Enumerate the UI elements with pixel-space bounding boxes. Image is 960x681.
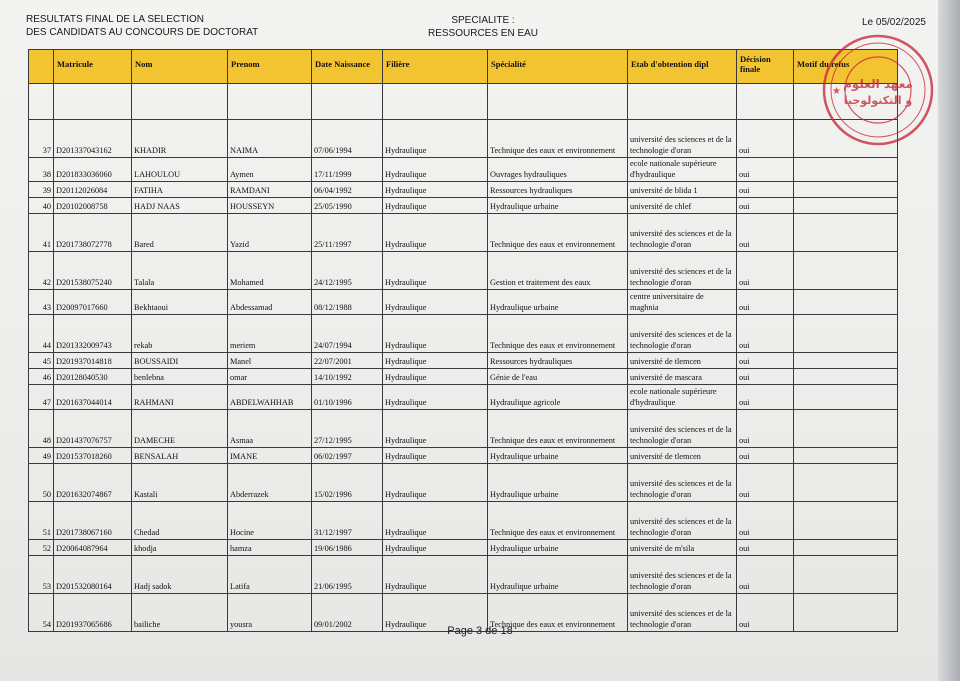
- table-row: [29, 158, 898, 182]
- cell-filiere: Hydraulique: [383, 385, 488, 410]
- cell-etablissement: université de chlef: [628, 198, 737, 214]
- cell-nom: KHADIR: [132, 120, 228, 158]
- table-row: [29, 385, 898, 410]
- cell-date-naissance: 15/02/1996: [312, 464, 383, 502]
- cell-nom: RAHMANI: [132, 385, 228, 410]
- cell-date-naissance: 25/11/1997: [312, 214, 383, 252]
- cell-etablissement: université des sciences et de la technologie d'oran: [628, 410, 737, 448]
- cell-prenom: meriem: [228, 315, 312, 353]
- cell-etablissement: université des sciences et de la technologie d'oran: [628, 464, 737, 502]
- cell-specialite: Gestion et traitement des eaux: [488, 252, 628, 290]
- cell-matricule: D201537018260: [54, 448, 132, 464]
- cell-date-naissance: 07/06/1994: [312, 120, 383, 158]
- table-row: [29, 182, 898, 198]
- cell-nom: Chedad: [132, 502, 228, 540]
- cell-decision: oui: [737, 448, 794, 464]
- table-row: [29, 252, 898, 290]
- row-number: 52: [29, 540, 54, 556]
- cell-filiere: Hydraulique: [383, 182, 488, 198]
- speciality-value: RESSOURCES EN EAU: [427, 28, 539, 39]
- row-number: 49: [29, 448, 54, 464]
- cell-prenom: IMANE: [228, 448, 312, 464]
- cell-etablissement: université de m'sila: [628, 540, 737, 556]
- table-spacer-row: [29, 84, 898, 120]
- cell-date-naissance: 19/06/1986: [312, 540, 383, 556]
- header-decision: Décision finale: [737, 50, 794, 84]
- cell-motif: [794, 502, 898, 540]
- cell-matricule: D201738072778: [54, 214, 132, 252]
- cell-specialite: Technique des eaux et environnement: [488, 410, 628, 448]
- cell-etablissement: ecole nationale supérieure d'hydraulique: [628, 385, 737, 410]
- page-edge-shadow: [938, 0, 960, 681]
- cell-filiere: Hydraulique: [383, 502, 488, 540]
- cell-filiere: Hydraulique: [383, 353, 488, 369]
- cell-nom: BOUSSAIDI: [132, 353, 228, 369]
- cell-prenom: ABDELWAHHAB: [228, 385, 312, 410]
- cell-specialite: Ressources hydrauliques: [488, 182, 628, 198]
- cell-date-naissance: 31/12/1997: [312, 502, 383, 540]
- cell-motif: [794, 385, 898, 410]
- row-number: 48: [29, 410, 54, 448]
- cell-nom: Talala: [132, 252, 228, 290]
- cell-prenom: NAIMA: [228, 120, 312, 158]
- cell-etablissement: université de tlemcen: [628, 353, 737, 369]
- cell-filiere: Hydraulique: [383, 594, 488, 632]
- cell-filiere: Hydraulique: [383, 198, 488, 214]
- cell-specialite: Hydraulique urbaine: [488, 540, 628, 556]
- cell-matricule: D20097017660: [54, 290, 132, 315]
- cell-nom: Kastali: [132, 464, 228, 502]
- cell-motif: [794, 556, 898, 594]
- cell-date-naissance: 27/12/1995: [312, 410, 383, 448]
- cell-matricule: D201532080164: [54, 556, 132, 594]
- cell-etablissement: université des sciences et de la technologie d'oran: [628, 252, 737, 290]
- cell-filiere: Hydraulique: [383, 290, 488, 315]
- row-number: 37: [29, 120, 54, 158]
- cell-specialite: Technique des eaux et environnement: [488, 120, 628, 158]
- cell-date-naissance: 25/05/1990: [312, 198, 383, 214]
- cell-filiere: Hydraulique: [383, 410, 488, 448]
- cell-motif: [794, 353, 898, 369]
- cell-date-naissance: 21/06/1995: [312, 556, 383, 594]
- cell-prenom: hamza: [228, 540, 312, 556]
- cell-decision: oui: [737, 353, 794, 369]
- cell-decision: oui: [737, 290, 794, 315]
- header-filiere: Filière: [383, 50, 488, 84]
- speciality-header: [418, 14, 548, 40]
- table-row: [29, 448, 898, 464]
- cell-prenom: Yazid: [228, 214, 312, 252]
- cell-motif: [794, 290, 898, 315]
- cell-matricule: D201637044014: [54, 385, 132, 410]
- table-row: [29, 315, 898, 353]
- row-number: 40: [29, 198, 54, 214]
- cell-etablissement: ecole nationale supérieure d'hydraulique: [628, 158, 737, 182]
- stamp-star-icon: ★: [832, 86, 841, 97]
- cell-matricule: D20102008758: [54, 198, 132, 214]
- cell-matricule: D201833036060: [54, 158, 132, 182]
- table-body: [29, 84, 898, 632]
- row-number: 46: [29, 369, 54, 385]
- cell-decision: oui: [737, 120, 794, 158]
- row-number: 45: [29, 353, 54, 369]
- cell-decision: oui: [737, 464, 794, 502]
- cell-nom: Bekhtaoui: [132, 290, 228, 315]
- cell-etablissement: université de mascara: [628, 369, 737, 385]
- cell-matricule: D20112026084: [54, 182, 132, 198]
- table-row: [29, 502, 898, 540]
- header-index: [29, 50, 54, 84]
- cell-specialite: Hydraulique urbaine: [488, 290, 628, 315]
- cell-specialite: Technique des eaux et environnement: [488, 214, 628, 252]
- page-number: Page 3 de 18: [447, 625, 513, 637]
- cell-filiere: Hydraulique: [383, 464, 488, 502]
- cell-matricule: D201538075240: [54, 252, 132, 290]
- cell-matricule: D201632074867: [54, 464, 132, 502]
- header-etablissement: Etab d'obtention dipl: [628, 50, 737, 84]
- header-nom: Nom: [132, 50, 228, 84]
- cell-filiere: Hydraulique: [383, 556, 488, 594]
- cell-etablissement: université de tlemcen: [628, 448, 737, 464]
- cell-etablissement: université des sciences et de la technologie d'oran: [628, 556, 737, 594]
- cell-prenom: Manel: [228, 353, 312, 369]
- cell-filiere: Hydraulique: [383, 540, 488, 556]
- official-stamp: [818, 30, 938, 150]
- cell-prenom: Abderrazek: [228, 464, 312, 502]
- cell-filiere: Hydraulique: [383, 252, 488, 290]
- cell-specialite: Technique des eaux et environnement: [488, 315, 628, 353]
- row-number: 50: [29, 464, 54, 502]
- cell-specialite: Ressources hydrauliques: [488, 353, 628, 369]
- table-header-row: [29, 50, 898, 84]
- cell-filiere: Hydraulique: [383, 120, 488, 158]
- cell-etablissement: université des sciences et de la technologie d'oran: [628, 502, 737, 540]
- cell-prenom: RAMDANI: [228, 182, 312, 198]
- cell-etablissement: université des sciences et de la technologie d'oran: [628, 214, 737, 252]
- cell-nom: rekab: [132, 315, 228, 353]
- cell-date-naissance: 24/12/1995: [312, 252, 383, 290]
- document-title: [26, 13, 258, 39]
- cell-decision: oui: [737, 385, 794, 410]
- cell-filiere: Hydraulique: [383, 448, 488, 464]
- cell-specialite: Hydraulique urbaine: [488, 198, 628, 214]
- cell-decision: oui: [737, 540, 794, 556]
- cell-specialite: Technique des eaux et environnement: [488, 502, 628, 540]
- cell-filiere: Hydraulique: [383, 158, 488, 182]
- cell-matricule: D201937065686: [54, 594, 132, 632]
- header-specialite: Spécialité: [488, 50, 628, 84]
- cell-matricule: D201437076757: [54, 410, 132, 448]
- cell-nom: LAHOULOU: [132, 158, 228, 182]
- cell-date-naissance: 06/04/1992: [312, 182, 383, 198]
- table-row: [29, 410, 898, 448]
- table-row: [29, 369, 898, 385]
- cell-nom: BENSALAH: [132, 448, 228, 464]
- table-row: [29, 214, 898, 252]
- results-table: [28, 49, 898, 632]
- document-date: Le 05/02/2025: [862, 17, 926, 28]
- cell-motif: [794, 448, 898, 464]
- cell-specialite: Technique des eaux et environnement: [488, 594, 628, 632]
- cell-nom: FATIHA: [132, 182, 228, 198]
- cell-prenom: Aymen: [228, 158, 312, 182]
- table-row: [29, 540, 898, 556]
- cell-decision: oui: [737, 158, 794, 182]
- row-number: 47: [29, 385, 54, 410]
- table-row: [29, 464, 898, 502]
- cell-motif: [794, 369, 898, 385]
- cell-motif: [794, 182, 898, 198]
- cell-decision: oui: [737, 410, 794, 448]
- cell-matricule: D20064087964: [54, 540, 132, 556]
- cell-date-naissance: 22/07/2001: [312, 353, 383, 369]
- cell-specialite: Ouvrages hydrauliques: [488, 158, 628, 182]
- row-number: 43: [29, 290, 54, 315]
- cell-decision: oui: [737, 369, 794, 385]
- row-number: 42: [29, 252, 54, 290]
- cell-date-naissance: 09/01/2002: [312, 594, 383, 632]
- cell-filiere: Hydraulique: [383, 214, 488, 252]
- cell-matricule: D201337043162: [54, 120, 132, 158]
- cell-motif: [794, 214, 898, 252]
- cell-etablissement: université des sciences et de la technologie d'oran: [628, 120, 737, 158]
- stamp-text-1: معهد العلوم: [843, 77, 913, 91]
- cell-decision: oui: [737, 198, 794, 214]
- cell-etablissement: université de blida 1: [628, 182, 737, 198]
- table-row: [29, 556, 898, 594]
- cell-prenom: Hocine: [228, 502, 312, 540]
- cell-filiere: Hydraulique: [383, 369, 488, 385]
- cell-decision: oui: [737, 315, 794, 353]
- cell-specialite: Hydraulique urbaine: [488, 448, 628, 464]
- header-matricule: Matricule: [54, 50, 132, 84]
- cell-date-naissance: 08/12/1988: [312, 290, 383, 315]
- table-row: [29, 120, 898, 158]
- header-prenom: Prenom: [228, 50, 312, 84]
- cell-nom: Hadj sadok: [132, 556, 228, 594]
- cell-motif: [794, 540, 898, 556]
- cell-filiere: Hydraulique: [383, 315, 488, 353]
- cell-matricule: D201738067160: [54, 502, 132, 540]
- cell-motif: [794, 315, 898, 353]
- cell-decision: oui: [737, 594, 794, 632]
- cell-specialite: Hydraulique urbaine: [488, 556, 628, 594]
- cell-prenom: HOUSSEYN: [228, 198, 312, 214]
- cell-matricule: D20128040530: [54, 369, 132, 385]
- header-date-naissance: Date Naissance: [312, 50, 383, 84]
- row-number: 38: [29, 158, 54, 182]
- cell-prenom: Latifa: [228, 556, 312, 594]
- row-number: 41: [29, 214, 54, 252]
- cell-motif: [794, 198, 898, 214]
- cell-etablissement: centre universitaire de maghnia: [628, 290, 737, 315]
- title-line-2: DES CANDIDATS AU CONCOURS DE DOCTORAT: [26, 27, 259, 38]
- cell-motif: [794, 252, 898, 290]
- title-line-1: RESULTATS FINAL DE LA SELECTION: [26, 14, 205, 25]
- cell-nom: DAMECHE: [132, 410, 228, 448]
- cell-etablissement: université des sciences et de la technologie d'oran: [628, 315, 737, 353]
- row-number: 54: [29, 594, 54, 632]
- cell-specialite: Hydraulique urbaine: [488, 464, 628, 502]
- cell-prenom: Abdessamad: [228, 290, 312, 315]
- cell-nom: bailiche: [132, 594, 228, 632]
- cell-motif: [794, 158, 898, 182]
- cell-date-naissance: 17/11/1999: [312, 158, 383, 182]
- cell-motif: [794, 410, 898, 448]
- cell-date-naissance: 14/10/1992: [312, 369, 383, 385]
- cell-etablissement: université des sciences et de la technologie d'oran: [628, 594, 737, 632]
- table-row: [29, 198, 898, 214]
- cell-prenom: Mohamed: [228, 252, 312, 290]
- cell-date-naissance: 24/07/1994: [312, 315, 383, 353]
- cell-matricule: D201937014818: [54, 353, 132, 369]
- cell-decision: oui: [737, 182, 794, 198]
- stamp-text-2: و التكنولوجيا: [843, 94, 913, 107]
- header-motif: Motif du refus: [794, 50, 898, 84]
- cell-nom: HADJ NAAS: [132, 198, 228, 214]
- cell-decision: oui: [737, 556, 794, 594]
- cell-date-naissance: 06/02/1997: [312, 448, 383, 464]
- cell-decision: oui: [737, 502, 794, 540]
- row-number: 39: [29, 182, 54, 198]
- cell-date-naissance: 01/10/1996: [312, 385, 383, 410]
- cell-matricule: D201332009743: [54, 315, 132, 353]
- cell-prenom: omar: [228, 369, 312, 385]
- row-number: 53: [29, 556, 54, 594]
- row-number: 51: [29, 502, 54, 540]
- speciality-label: SPECIALITE :: [451, 15, 515, 26]
- cell-specialite: Génie de l'eau: [488, 369, 628, 385]
- cell-nom: benlebna: [132, 369, 228, 385]
- cell-nom: Bared: [132, 214, 228, 252]
- cell-motif: [794, 464, 898, 502]
- cell-prenom: yousra: [228, 594, 312, 632]
- cell-decision: oui: [737, 252, 794, 290]
- table-row: [29, 353, 898, 369]
- cell-prenom: Asmaa: [228, 410, 312, 448]
- cell-decision: oui: [737, 214, 794, 252]
- table-row: [29, 290, 898, 315]
- row-number: 44: [29, 315, 54, 353]
- cell-specialite: Hydraulique agricole: [488, 385, 628, 410]
- cell-nom: khodja: [132, 540, 228, 556]
